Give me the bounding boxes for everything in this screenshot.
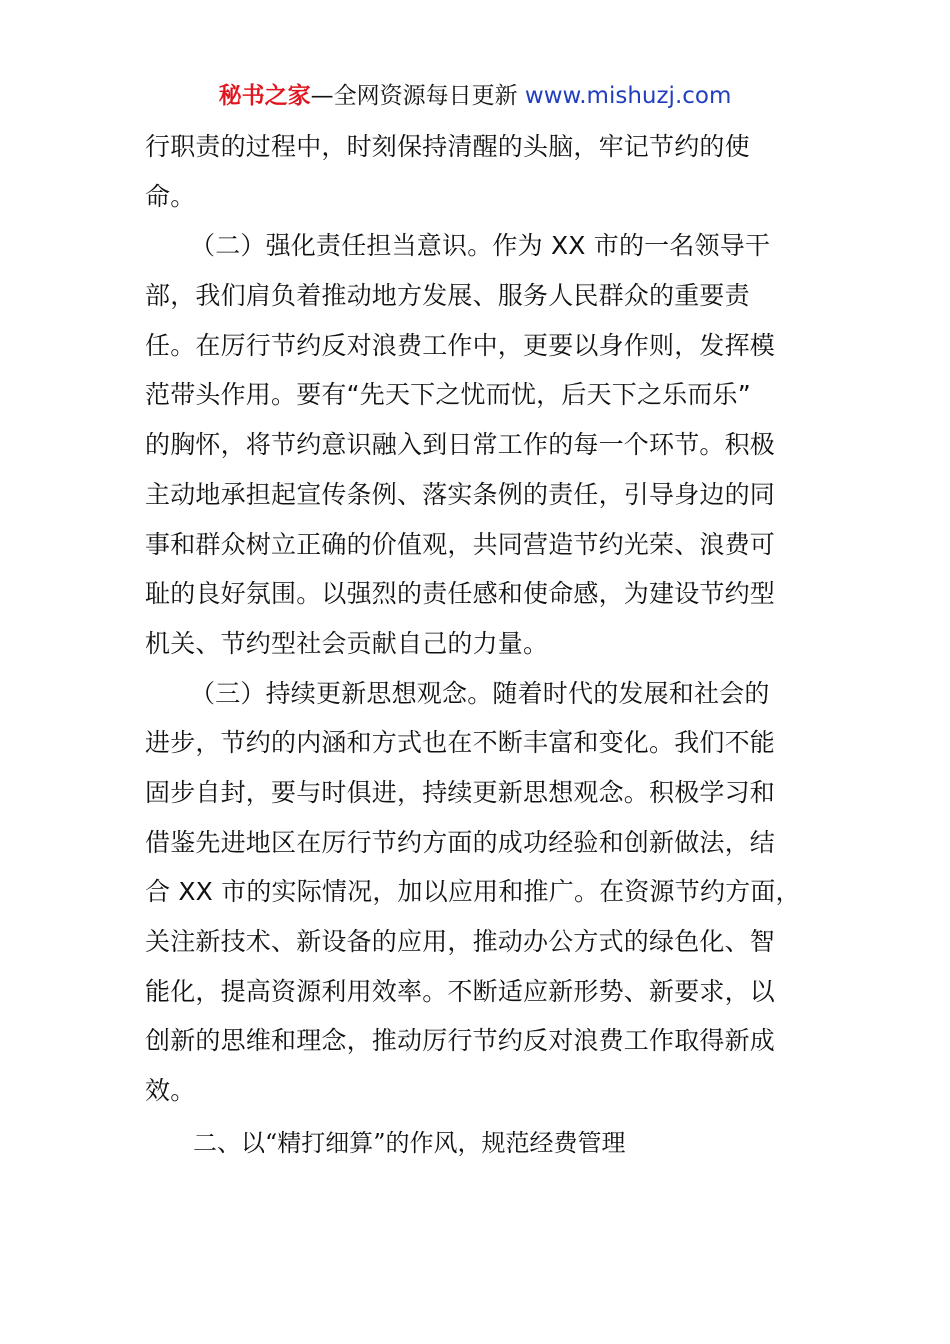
text-line: 范带头作用。要有“先天下之忧而忧，后天下之乐而乐”	[145, 380, 751, 410]
text-line: 事和群众树立正确的价值观，共同营造节约光荣、浪费可	[145, 529, 776, 559]
text-line: 任。在厉行节约反对浪费工作中，更要以身作则，发挥模	[145, 330, 776, 360]
section-heading: 二、以“精打细算”的作风，规范经费管理	[193, 1129, 626, 1157]
text-line: 进步，节约的内涵和方式也在不断丰富和变化。我们不能	[145, 728, 776, 758]
site-url-link[interactable]: www.mishuzj.com	[524, 83, 732, 109]
text-line: 命。	[145, 181, 196, 211]
site-brand[interactable]: 秘书之家	[218, 83, 311, 109]
text-line: 耻的良好氛围。以强烈的责任感和使命感，为建设节约型	[145, 579, 776, 609]
text-line: 效。	[145, 1076, 196, 1106]
text-line: 部，我们肩负着推动地方发展、服务人民群众的重要责	[145, 281, 750, 311]
text-line: 能化，提高资源利用效率。不断适应新形势、新要求，以	[145, 976, 776, 1006]
text-line: 固步自封，要与时俱进，持续更新思想观念。积极学习和	[145, 777, 776, 807]
text-line: 主动地承担起宣传条例、落实条例的责任，引导身边的同	[145, 479, 776, 509]
text-line: 创新的思维和理念，推动厉行节约反对浪费工作取得新成	[145, 1026, 776, 1056]
text-line: 合 XX 市的实际情况，加以应用和推广。在资源节约方面，	[145, 877, 801, 907]
site-header	[0, 78, 950, 114]
text-line: 行职责的过程中，时刻保持清醒的头脑，牢记节约的使	[145, 132, 750, 161]
text-line: 机关、节约型社会贡献自己的力量。	[145, 628, 549, 658]
paragraph-start-line: （三）持续更新思想观念。随着时代的发展和社会的	[190, 678, 770, 708]
site-tagline: —全网资源每日更新	[310, 83, 525, 109]
text-line: 借鉴先进地区在厉行节约方面的成功经验和创新做法，结	[145, 827, 776, 857]
paragraph-start-line: （二）强化责任担当意识。作为 XX 市的一名领导干	[190, 231, 771, 261]
body-paragraphs	[145, 122, 805, 1116]
text-line: 的胸怀，将节约意识融入到日常工作的每一个环节。积极	[145, 430, 776, 460]
text-line: 关注新技术、新设备的应用，推动办公方式的绿色化、智	[145, 927, 776, 956]
